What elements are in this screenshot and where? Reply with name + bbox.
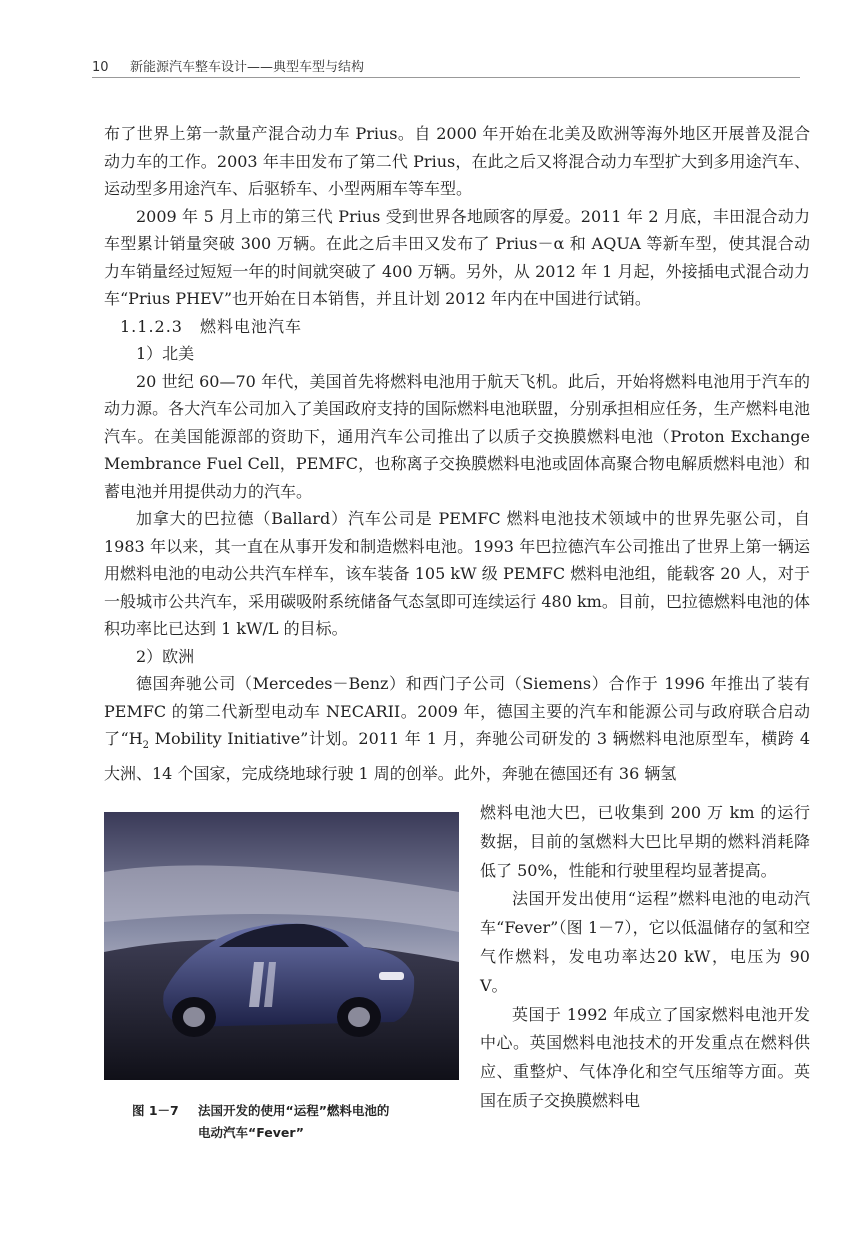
paragraph: 英国于 1992 年成立了国家燃料电池开发中心。英国燃料电池技术的开发重点在燃料供应、重整炉、气体净化和空气压缩等方面。英国在质子交换膜燃料电 [480, 1004, 810, 1110]
paragraph: 加拿大的巴拉德（Ballard）汽车公司是 PEMFC 燃料电池技术领域中的世界先驱公司，自 1983 年以来，其一直在从事开发和制造燃料电池。1993 年巴拉德汽车公司推出了世界上第一辆运用燃料电池的电动公共汽车样车，该车装备 105 kW 级 PEMFC 燃料电池组，能载客 20 人，对于一般城市公共汽车，采用碳吸附系统储备气态氢即可连续运行 480 km。目前，巴拉德燃料电池的体积功率比已达到 1 kW/L 的目标。 [104, 509, 810, 638]
caption-line-1: 法国开发的使用“运程”燃料电池的 [198, 1103, 390, 1118]
figure-label: 图 1－7 [132, 1103, 179, 1118]
paragraph-part: 德国奔驰公司（Mercedes－Benz）和西门子公司（Siemens）合作于 1996 年推出了装有 PEMFC 的第二代新型电动车 NECARII。2009 年，德国主要的汽车和能源公司与政府联合启动了“ [104, 674, 810, 748]
main-text [104, 120, 810, 787]
caption-line-2: 电动汽车“Fever” [198, 1125, 304, 1140]
car-photo-illustration [104, 812, 459, 1080]
wrapped-text-column [480, 799, 810, 1116]
header-rule [92, 77, 800, 78]
paragraph: 布了世界上第一款量产混合动力车 Prius。自 2000 年开始在北美及欧洲等海外地区开展普及混合动力车的工作。2003 年丰田发布了第二代 Prius，在此之后又将混合动力车型扩大到多用途汽车、运动型多用途汽车、后驱轿车、小型两厢车等车型。 [104, 124, 810, 198]
page-number: 10 [92, 60, 109, 75]
paragraph: 20 世纪 60—70 年代，美国首先将燃料电池用于航天飞机。此后，开始将燃料电池用于汽车的动力源。各大汽车公司加入了美国政府支持的国际燃料电池联盟，分别承担相应任务，生产燃料电池汽车。在美国能源部的资助下，通用汽车公司推出了以质子交换膜燃料电池（Proton Exchange Membrance Fuel Cell，PEMFC，也称离子交换膜燃料电池或固体高聚合物电解质燃料电池）和蓄电池并用提供动力的汽车。 [104, 371, 810, 501]
paragraph-part: H [128, 729, 143, 748]
section-heading: 1.1.2.3 燃料电池汽车 [120, 316, 302, 336]
subscript: 2 [142, 740, 150, 752]
paragraph [104, 670, 810, 787]
figure-photo-fever-car [104, 812, 459, 1080]
paragraph: 2009 年 5 月上市的第三代 Prius 受到世界各地顾客的厚爱。2011 年 2 月底，丰田混合动力车型累计销量突破 300 万辆。在此之后丰田又发布了 Prius－α 和 AQUA 等新车型，使其混合动力车销量经过短短一年的时间就突破了 400 万辆。另外，从 2012 年 1 月起，外接插电式混合动力车“Prius PHEV”也开始在日本销售，并且计划 2012 年内在中国进行试销。 [104, 206, 810, 308]
book-title: 新能源汽车整车设计——典型车型与结构 [130, 60, 365, 75]
subsection-heading: 2）欧洲 [136, 646, 195, 666]
paragraph: 燃料电池大巴，已收集到 200 万 km 的运行数据，目前的氢燃料大巴比早期的燃料消耗降低了 50%，性能和行驶里程均显著提高。 [480, 803, 810, 880]
paragraph-part: Mobility Initiative”计划。2011 年 1 月，奔驰公司研发的 3 辆燃料电池原型车，横跨 4 大洲、14 个国家，完成绕地球行驶 1 周的创举。此外，奔驰在德国还有 36 辆氢 [104, 729, 810, 783]
paragraph: 法国开发出使用“运程”燃料电池的电动汽车“Fever”（图 1－7），它以低温储存的氢和空气作燃料，发电功率达20 kW，电压为 90 V。 [480, 889, 810, 995]
figure-caption [132, 1100, 452, 1144]
subsection-heading: 1）北美 [136, 344, 195, 363]
running-header [92, 56, 800, 75]
